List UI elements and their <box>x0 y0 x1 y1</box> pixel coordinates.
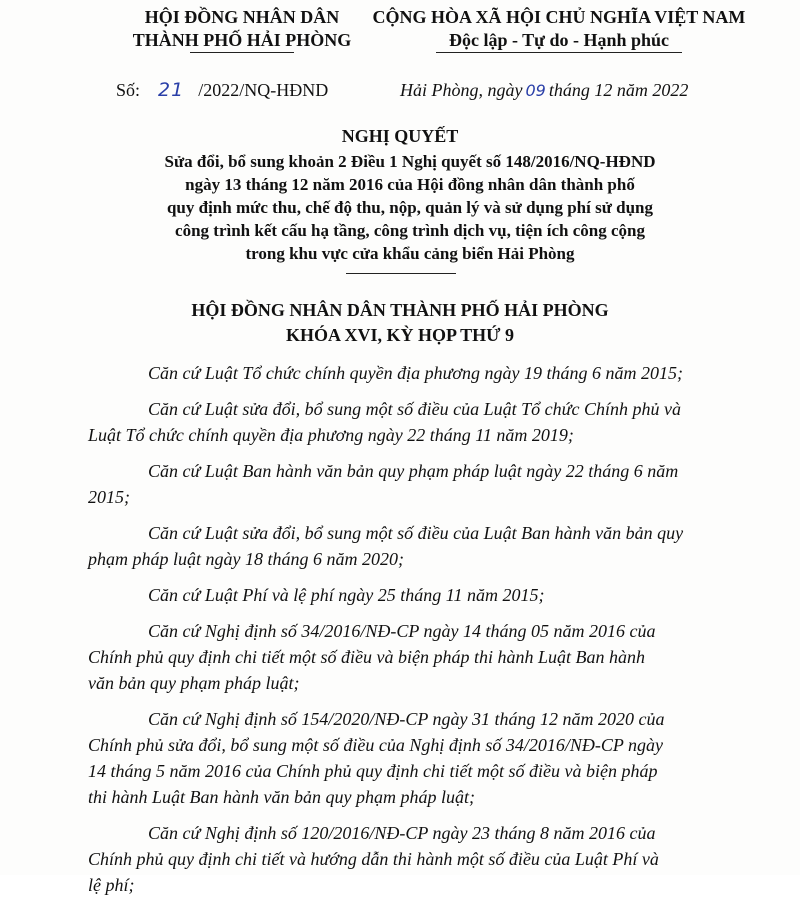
paragraph-line: Căn cứ Nghị định số 34/2016/NĐ-CP ngày 14 tháng 05 năm 2016 của <box>148 621 656 641</box>
legal-basis-paragraph <box>118 582 756 608</box>
number-handwritten: 21 <box>158 79 185 101</box>
legal-basis-paragraph <box>88 396 756 448</box>
document-subtitle <box>90 150 730 265</box>
paragraph-line: văn bản quy phạm pháp luật; <box>88 673 300 693</box>
paragraph-line: phạm pháp luật ngày 18 tháng 6 năm 2020; <box>88 549 404 569</box>
subtitle-line: Sửa đổi, bổ sung khoản 2 Điều 1 Nghị quyết số 148/2016/NQ-HĐND <box>164 152 656 171</box>
number-label: Số: <box>116 80 141 100</box>
national-motto: Độc lập - Tự do - Hạnh phúc <box>448 30 670 50</box>
paragraph-line: Chính phủ sửa đổi, bổ sung một số điều của Nghị định số 34/2016/NĐ-CP ngày <box>88 735 663 755</box>
document-title: NGHỊ QUYẾT <box>341 126 459 146</box>
issuer-block <box>98 6 386 52</box>
issuer-underline <box>190 52 294 53</box>
legal-basis-paragraph <box>88 458 756 510</box>
subtitle-line: công trình kết cấu hạ tầng, công trình dịch vụ, tiện ích công cộng <box>175 221 645 240</box>
subtitle-underline <box>346 273 456 274</box>
legal-basis-paragraph <box>88 820 756 898</box>
legal-basis-section <box>88 360 756 908</box>
council-heading <box>0 298 800 348</box>
issue-date <box>400 78 688 103</box>
council-session: KHÓA XVI, KỲ HỌP THỨ 9 <box>285 325 515 345</box>
council-name: HỘI ĐỒNG NHÂN DÂN THÀNH PHỐ HẢI PHÒNG <box>191 300 609 320</box>
paragraph-line: Căn cứ Luật sửa đổi, bổ sung một số điều của Luật Tổ chức Chính phủ và <box>148 399 681 419</box>
paragraph-line: Căn cứ Luật sửa đổi, bổ sung một số điều của Luật Ban hành văn bản quy <box>148 523 684 543</box>
paragraph-line: Căn cứ Luật Tổ chức chính quyền địa phương ngày 19 tháng 6 năm 2015; <box>148 363 684 383</box>
paragraph-line: Chính phủ quy định chi tiết và hướng dẫn thi hành một số điều của Luật Phí và <box>88 849 659 869</box>
paragraph-line: Căn cứ Luật Ban hành văn bản quy phạm pháp luật ngày 22 tháng 6 năm <box>148 461 679 481</box>
country-name: CỘNG HÒA XÃ HỘI CHỦ NGHĨA VIỆT NAM <box>372 7 746 27</box>
number-suffix: /2022/NQ-HĐND <box>198 80 329 100</box>
legal-basis-paragraph <box>88 520 756 572</box>
paragraph-line: thi hành Luật Ban hành văn bản quy phạm pháp luật; <box>88 787 475 807</box>
paragraph-line: Chính phủ quy định chi tiết một số điều và biện pháp thi hành Luật Ban hành <box>88 647 645 667</box>
document-number <box>116 78 328 102</box>
subtitle-line: trong khu vực cửa khẩu cảng biển Hải Phòng <box>245 244 575 263</box>
paragraph-line: 14 tháng 5 năm 2016 của Chính phủ quy định chi tiết một số điều và biện pháp <box>88 761 658 781</box>
national-motto-block <box>362 6 756 52</box>
subtitle-line: quy định mức thu, chế độ thu, nộp, quản lý và sử dụng phí sử dụng <box>166 198 654 217</box>
issuer-line-2: THÀNH PHỐ HẢI PHÒNG <box>132 30 352 50</box>
paragraph-line: lệ phí; <box>88 875 135 895</box>
date-suffix: tháng 12 năm 2022 <box>548 80 689 100</box>
paragraph-line: 2015; <box>88 487 130 507</box>
paragraph-line: Căn cứ Nghị định số 154/2020/NĐ-CP ngày 31 tháng 12 năm 2020 của <box>148 709 665 729</box>
paragraph-line: Căn cứ Nghị định số 120/2016/NĐ-CP ngày 23 tháng 8 năm 2016 của <box>148 823 656 843</box>
issuer-line-1: HỘI ĐỒNG NHÂN DÂN <box>144 7 340 27</box>
legal-basis-paragraph <box>88 706 756 810</box>
date-day-handwritten: 09 <box>525 81 546 100</box>
subtitle-line: ngày 13 tháng 12 năm 2016 của Hội đồng nhân dân thành phố <box>185 175 635 194</box>
legal-basis-paragraph <box>88 618 756 696</box>
legal-basis-paragraph <box>118 360 756 386</box>
paragraph-line: Luật Tổ chức chính quyền địa phương ngày 22 tháng 11 năm 2019; <box>88 425 574 445</box>
motto-underline <box>436 52 682 53</box>
date-prefix: Hải Phòng, ngày <box>400 80 523 100</box>
paragraph-line: Căn cứ Luật Phí và lệ phí ngày 25 tháng 11 năm 2015; <box>148 585 545 605</box>
